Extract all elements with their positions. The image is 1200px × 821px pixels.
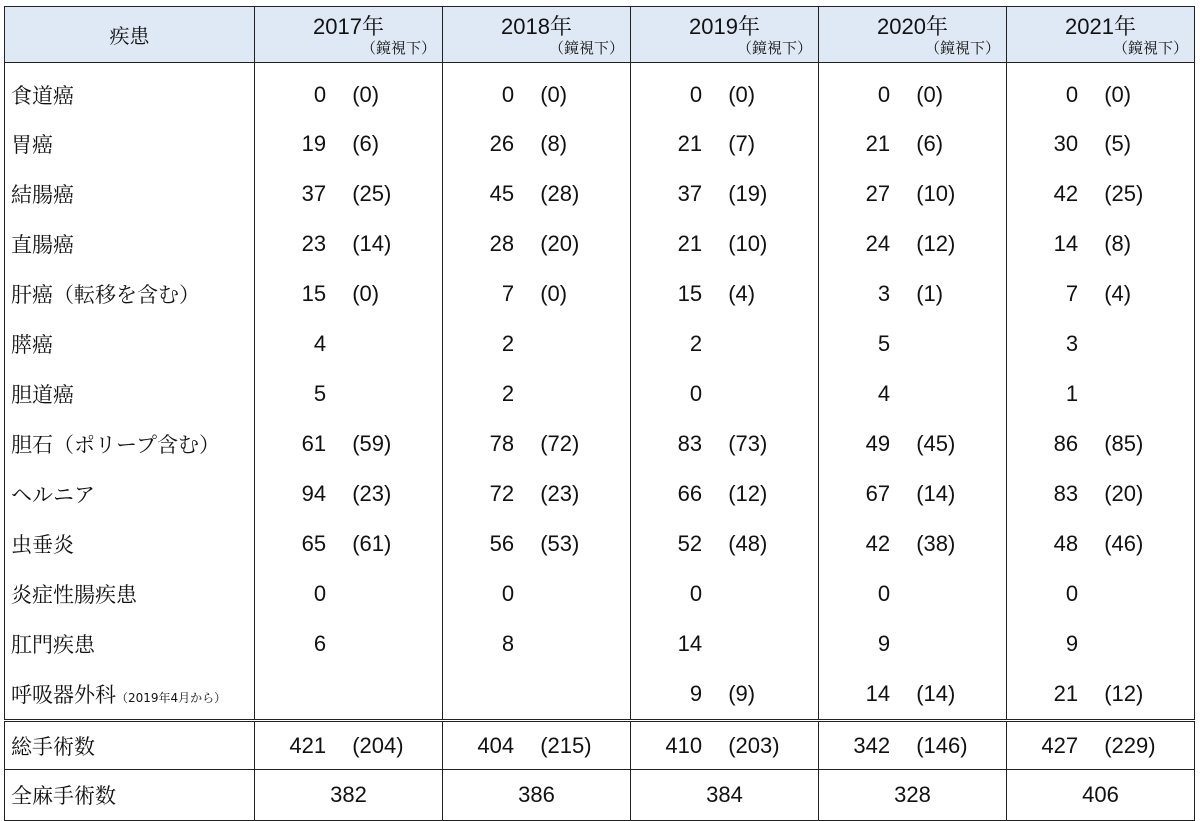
laparoscopic-count: (19) bbox=[728, 181, 768, 206]
laparoscopic-count: (0) bbox=[540, 82, 568, 107]
anesthesia-count: 384 bbox=[706, 782, 743, 807]
total-count: 9 bbox=[1065, 631, 1079, 656]
total-count: 14 bbox=[677, 631, 703, 656]
count-cell bbox=[631, 269, 819, 319]
total-count: 0 bbox=[689, 381, 703, 406]
table-row bbox=[5, 63, 1195, 120]
scope-label: （鏡視下） bbox=[924, 39, 1000, 57]
count-cell bbox=[1007, 269, 1195, 319]
count-cell bbox=[255, 469, 443, 519]
count-cell bbox=[819, 269, 1007, 319]
count-cell bbox=[443, 419, 631, 469]
total-count: 26 bbox=[489, 131, 515, 156]
total-count: 2 bbox=[501, 381, 515, 406]
anesthesia-cell bbox=[1007, 770, 1195, 821]
total-count: 7 bbox=[1065, 281, 1079, 306]
laparoscopic-count: (6) bbox=[352, 131, 380, 156]
anesthesia-count: 386 bbox=[518, 782, 555, 807]
disease-name bbox=[5, 519, 255, 569]
count-cell bbox=[819, 219, 1007, 269]
laparoscopic-count: (5) bbox=[1104, 131, 1132, 156]
total-count: 48 bbox=[1053, 531, 1079, 556]
disease-label: 結腸癌 bbox=[11, 183, 74, 207]
total-count: 3 bbox=[1065, 331, 1079, 356]
disease-name bbox=[5, 669, 255, 721]
total-count: 72 bbox=[489, 481, 515, 506]
count-cell bbox=[1007, 569, 1195, 619]
total-count: 6 bbox=[313, 631, 327, 656]
header-row bbox=[5, 7, 1195, 63]
count-cell bbox=[819, 419, 1007, 469]
disease-name bbox=[5, 119, 255, 169]
total-count: 21 bbox=[677, 131, 703, 156]
count-cell bbox=[631, 319, 819, 369]
total-count: 427 bbox=[1041, 732, 1079, 758]
count-cell bbox=[819, 369, 1007, 419]
disease-label: 膵癌 bbox=[11, 333, 53, 357]
anesthesia-label: 全麻手術数 bbox=[5, 770, 255, 821]
count-cell bbox=[1007, 63, 1195, 120]
count-cell bbox=[819, 169, 1007, 219]
count-cell bbox=[819, 319, 1007, 369]
disease-name bbox=[5, 619, 255, 669]
laparoscopic-count: (73) bbox=[728, 431, 768, 456]
surgery-stats-table bbox=[4, 6, 1195, 821]
disease-label: 食道癌 bbox=[11, 84, 74, 108]
laparoscopic-count: (215) bbox=[540, 732, 592, 758]
year-label: 2017年 bbox=[313, 14, 384, 39]
disease-note: （2019年4月から） bbox=[116, 691, 227, 705]
total-count: 49 bbox=[865, 431, 891, 456]
count-cell bbox=[443, 169, 631, 219]
disease-name bbox=[5, 63, 255, 120]
count-cell bbox=[631, 669, 819, 721]
scope-label: （鏡視下） bbox=[1112, 39, 1188, 57]
year-header bbox=[443, 7, 631, 63]
count-cell bbox=[443, 319, 631, 369]
scope-label: （鏡視下） bbox=[548, 39, 624, 57]
laparoscopic-count: (8) bbox=[540, 131, 568, 156]
count-cell bbox=[631, 519, 819, 569]
laparoscopic-count: (48) bbox=[728, 531, 768, 556]
total-count: 0 bbox=[689, 82, 703, 107]
total-count: 4 bbox=[313, 331, 327, 356]
disease-name bbox=[5, 219, 255, 269]
count-cell bbox=[1007, 169, 1195, 219]
anesthesia-row bbox=[5, 770, 1195, 821]
count-cell bbox=[1007, 119, 1195, 169]
count-cell bbox=[443, 63, 631, 120]
laparoscopic-count: (0) bbox=[352, 82, 380, 107]
laparoscopic-count: (0) bbox=[352, 281, 380, 306]
count-cell bbox=[255, 519, 443, 569]
total-count: 421 bbox=[289, 732, 327, 758]
laparoscopic-count: (46) bbox=[1104, 531, 1144, 556]
laparoscopic-count: (25) bbox=[352, 181, 392, 206]
count-cell bbox=[255, 169, 443, 219]
disease-label: 胆道癌 bbox=[11, 383, 74, 407]
laparoscopic-count: (23) bbox=[352, 481, 392, 506]
disease-label: 直腸癌 bbox=[11, 233, 74, 257]
total-count: 0 bbox=[501, 82, 515, 107]
table-row bbox=[5, 269, 1195, 319]
total-count: 9 bbox=[689, 681, 703, 706]
laparoscopic-count: (12) bbox=[1104, 681, 1144, 706]
disease-name bbox=[5, 369, 255, 419]
laparoscopic-count: (203) bbox=[728, 732, 780, 758]
year-header bbox=[631, 7, 819, 63]
total-count: 15 bbox=[677, 281, 703, 306]
table-row bbox=[5, 119, 1195, 169]
table-row bbox=[5, 419, 1195, 469]
year-label: 2018年 bbox=[501, 14, 572, 39]
total-count: 21 bbox=[865, 131, 891, 156]
count-cell bbox=[1007, 319, 1195, 369]
anesthesia-cell bbox=[443, 770, 631, 821]
count-cell bbox=[255, 319, 443, 369]
count-cell bbox=[819, 519, 1007, 569]
disease-column-header: 疾患 bbox=[5, 7, 255, 63]
total-count: 30 bbox=[1053, 131, 1079, 156]
count-cell bbox=[819, 569, 1007, 619]
count-cell bbox=[631, 419, 819, 469]
count-cell bbox=[1007, 469, 1195, 519]
total-count: 83 bbox=[677, 431, 703, 456]
table-body bbox=[5, 63, 1195, 821]
disease-label: 呼吸器外科 bbox=[11, 683, 116, 707]
laparoscopic-count: (204) bbox=[352, 732, 404, 758]
count-cell bbox=[631, 619, 819, 669]
total-count: 0 bbox=[1065, 581, 1079, 606]
count-cell bbox=[443, 569, 631, 619]
scope-label: （鏡視下） bbox=[360, 39, 436, 57]
count-cell bbox=[443, 269, 631, 319]
total-count: 83 bbox=[1053, 481, 1079, 506]
count-cell bbox=[819, 63, 1007, 120]
laparoscopic-count: (8) bbox=[1104, 231, 1132, 256]
total-count: 19 bbox=[301, 131, 327, 156]
disease-label: 肛門疾患 bbox=[11, 633, 95, 657]
scope-label: （鏡視下） bbox=[736, 39, 812, 57]
total-count: 67 bbox=[865, 481, 891, 506]
disease-name bbox=[5, 319, 255, 369]
total-count: 0 bbox=[313, 82, 327, 107]
total-count: 61 bbox=[301, 431, 327, 456]
total-cell bbox=[631, 721, 819, 770]
anesthesia-cell bbox=[819, 770, 1007, 821]
total-count: 0 bbox=[1065, 82, 1079, 107]
count-cell bbox=[443, 219, 631, 269]
disease-label: ヘルニア bbox=[11, 483, 95, 507]
total-count: 23 bbox=[301, 231, 327, 256]
laparoscopic-count: (72) bbox=[540, 431, 580, 456]
total-count: 56 bbox=[489, 531, 515, 556]
anesthesia-cell bbox=[631, 770, 819, 821]
total-count: 8 bbox=[501, 631, 515, 656]
total-count: 0 bbox=[501, 581, 515, 606]
count-cell bbox=[819, 669, 1007, 721]
count-cell bbox=[255, 63, 443, 120]
total-count: 0 bbox=[877, 82, 891, 107]
laparoscopic-count: (229) bbox=[1104, 732, 1156, 758]
count-cell bbox=[443, 619, 631, 669]
total-count: 37 bbox=[301, 181, 327, 206]
count-cell bbox=[631, 369, 819, 419]
total-count: 4 bbox=[877, 381, 891, 406]
count-cell bbox=[819, 119, 1007, 169]
laparoscopic-count: (12) bbox=[728, 481, 768, 506]
count-cell bbox=[443, 519, 631, 569]
anesthesia-cell bbox=[255, 770, 443, 821]
laparoscopic-count: (28) bbox=[540, 181, 580, 206]
count-cell bbox=[631, 469, 819, 519]
table-row bbox=[5, 219, 1195, 269]
count-cell bbox=[631, 119, 819, 169]
count-cell bbox=[443, 119, 631, 169]
total-count: 24 bbox=[865, 231, 891, 256]
total-count: 410 bbox=[665, 732, 703, 758]
laparoscopic-count: (53) bbox=[540, 531, 580, 556]
total-count: 404 bbox=[477, 732, 515, 758]
year-header bbox=[255, 7, 443, 63]
table-row bbox=[5, 319, 1195, 369]
laparoscopic-count: (10) bbox=[916, 181, 956, 206]
anesthesia-count: 328 bbox=[894, 782, 931, 807]
total-count: 1 bbox=[1065, 381, 1079, 406]
laparoscopic-count: (25) bbox=[1104, 181, 1144, 206]
total-count: 21 bbox=[1053, 681, 1079, 706]
total-count: 42 bbox=[865, 531, 891, 556]
total-count: 37 bbox=[677, 181, 703, 206]
total-cell bbox=[255, 721, 443, 770]
disease-name bbox=[5, 569, 255, 619]
laparoscopic-count: (146) bbox=[916, 732, 968, 758]
count-cell bbox=[1007, 369, 1195, 419]
table-row bbox=[5, 369, 1195, 419]
laparoscopic-count: (12) bbox=[916, 231, 956, 256]
laparoscopic-count: (38) bbox=[916, 531, 956, 556]
count-cell bbox=[255, 619, 443, 669]
table-row bbox=[5, 169, 1195, 219]
table-row bbox=[5, 669, 1195, 721]
table-row bbox=[5, 619, 1195, 669]
laparoscopic-count: (85) bbox=[1104, 431, 1144, 456]
total-cell bbox=[443, 721, 631, 770]
disease-label: 炎症性腸疾患 bbox=[11, 583, 137, 607]
laparoscopic-count: (0) bbox=[540, 281, 568, 306]
count-cell bbox=[631, 569, 819, 619]
total-count: 45 bbox=[489, 181, 515, 206]
laparoscopic-count: (14) bbox=[916, 681, 956, 706]
year-header bbox=[1007, 7, 1195, 63]
count-cell bbox=[255, 419, 443, 469]
count-cell bbox=[443, 669, 631, 721]
year-label: 2020年 bbox=[877, 14, 948, 39]
total-cell bbox=[819, 721, 1007, 770]
total-count: 342 bbox=[853, 732, 891, 758]
total-count: 0 bbox=[689, 581, 703, 606]
count-cell bbox=[631, 169, 819, 219]
table-row bbox=[5, 469, 1195, 519]
total-count: 86 bbox=[1053, 431, 1079, 456]
count-cell bbox=[255, 569, 443, 619]
total-count: 5 bbox=[313, 381, 327, 406]
count-cell bbox=[443, 469, 631, 519]
laparoscopic-count: (6) bbox=[916, 131, 944, 156]
disease-label: 虫垂炎 bbox=[11, 533, 74, 557]
total-count: 52 bbox=[677, 531, 703, 556]
year-label: 2021年 bbox=[1065, 14, 1136, 39]
total-count: 65 bbox=[301, 531, 327, 556]
total-count: 9 bbox=[877, 631, 891, 656]
table-row bbox=[5, 519, 1195, 569]
total-count: 7 bbox=[501, 281, 515, 306]
table-row bbox=[5, 569, 1195, 619]
total-row bbox=[5, 721, 1195, 770]
disease-name bbox=[5, 169, 255, 219]
laparoscopic-count: (10) bbox=[728, 231, 768, 256]
total-count: 78 bbox=[489, 431, 515, 456]
laparoscopic-count: (61) bbox=[352, 531, 392, 556]
total-count: 42 bbox=[1053, 181, 1079, 206]
count-cell bbox=[631, 219, 819, 269]
count-cell bbox=[631, 63, 819, 120]
count-cell bbox=[1007, 219, 1195, 269]
count-cell bbox=[255, 269, 443, 319]
disease-label: 肝癌（転移を含む） bbox=[11, 283, 200, 307]
total-count: 27 bbox=[865, 181, 891, 206]
total-cell bbox=[1007, 721, 1195, 770]
year-header bbox=[819, 7, 1007, 63]
total-count: 14 bbox=[865, 681, 891, 706]
total-count: 94 bbox=[301, 481, 327, 506]
laparoscopic-count: (20) bbox=[540, 231, 580, 256]
disease-label: 胃癌 bbox=[11, 133, 53, 157]
total-count: 0 bbox=[313, 581, 327, 606]
year-label: 2019年 bbox=[689, 14, 760, 39]
total-count: 14 bbox=[1053, 231, 1079, 256]
laparoscopic-count: (7) bbox=[728, 131, 756, 156]
disease-label: 胆石（ポリープ含む） bbox=[11, 433, 220, 457]
total-count: 2 bbox=[501, 331, 515, 356]
total-count: 0 bbox=[877, 581, 891, 606]
count-cell bbox=[1007, 519, 1195, 569]
laparoscopic-count: (14) bbox=[916, 481, 956, 506]
total-count: 3 bbox=[877, 281, 891, 306]
total-count: 28 bbox=[489, 231, 515, 256]
disease-name bbox=[5, 469, 255, 519]
laparoscopic-count: (0) bbox=[728, 82, 756, 107]
anesthesia-count: 406 bbox=[1082, 782, 1119, 807]
count-cell bbox=[255, 669, 443, 721]
count-cell bbox=[255, 219, 443, 269]
anesthesia-count: 382 bbox=[330, 782, 367, 807]
total-count: 2 bbox=[689, 331, 703, 356]
disease-name bbox=[5, 269, 255, 319]
disease-name bbox=[5, 419, 255, 469]
total-label: 総手術数 bbox=[5, 721, 255, 770]
laparoscopic-count: (59) bbox=[352, 431, 392, 456]
count-cell bbox=[443, 369, 631, 419]
laparoscopic-count: (4) bbox=[1104, 281, 1132, 306]
total-count: 5 bbox=[877, 331, 891, 356]
laparoscopic-count: (14) bbox=[352, 231, 392, 256]
laparoscopic-count: (4) bbox=[728, 281, 756, 306]
laparoscopic-count: (20) bbox=[1104, 481, 1144, 506]
count-cell bbox=[255, 119, 443, 169]
count-cell bbox=[255, 369, 443, 419]
total-count: 15 bbox=[301, 281, 327, 306]
count-cell bbox=[1007, 619, 1195, 669]
laparoscopic-count: (23) bbox=[540, 481, 580, 506]
laparoscopic-count: (0) bbox=[916, 82, 944, 107]
laparoscopic-count: (0) bbox=[1104, 82, 1132, 107]
count-cell bbox=[819, 469, 1007, 519]
laparoscopic-count: (9) bbox=[728, 681, 756, 706]
count-cell bbox=[819, 619, 1007, 669]
count-cell bbox=[1007, 419, 1195, 469]
total-count: 21 bbox=[677, 231, 703, 256]
total-count: 66 bbox=[677, 481, 703, 506]
count-cell bbox=[1007, 669, 1195, 721]
laparoscopic-count: (45) bbox=[916, 431, 956, 456]
laparoscopic-count: (1) bbox=[916, 281, 944, 306]
